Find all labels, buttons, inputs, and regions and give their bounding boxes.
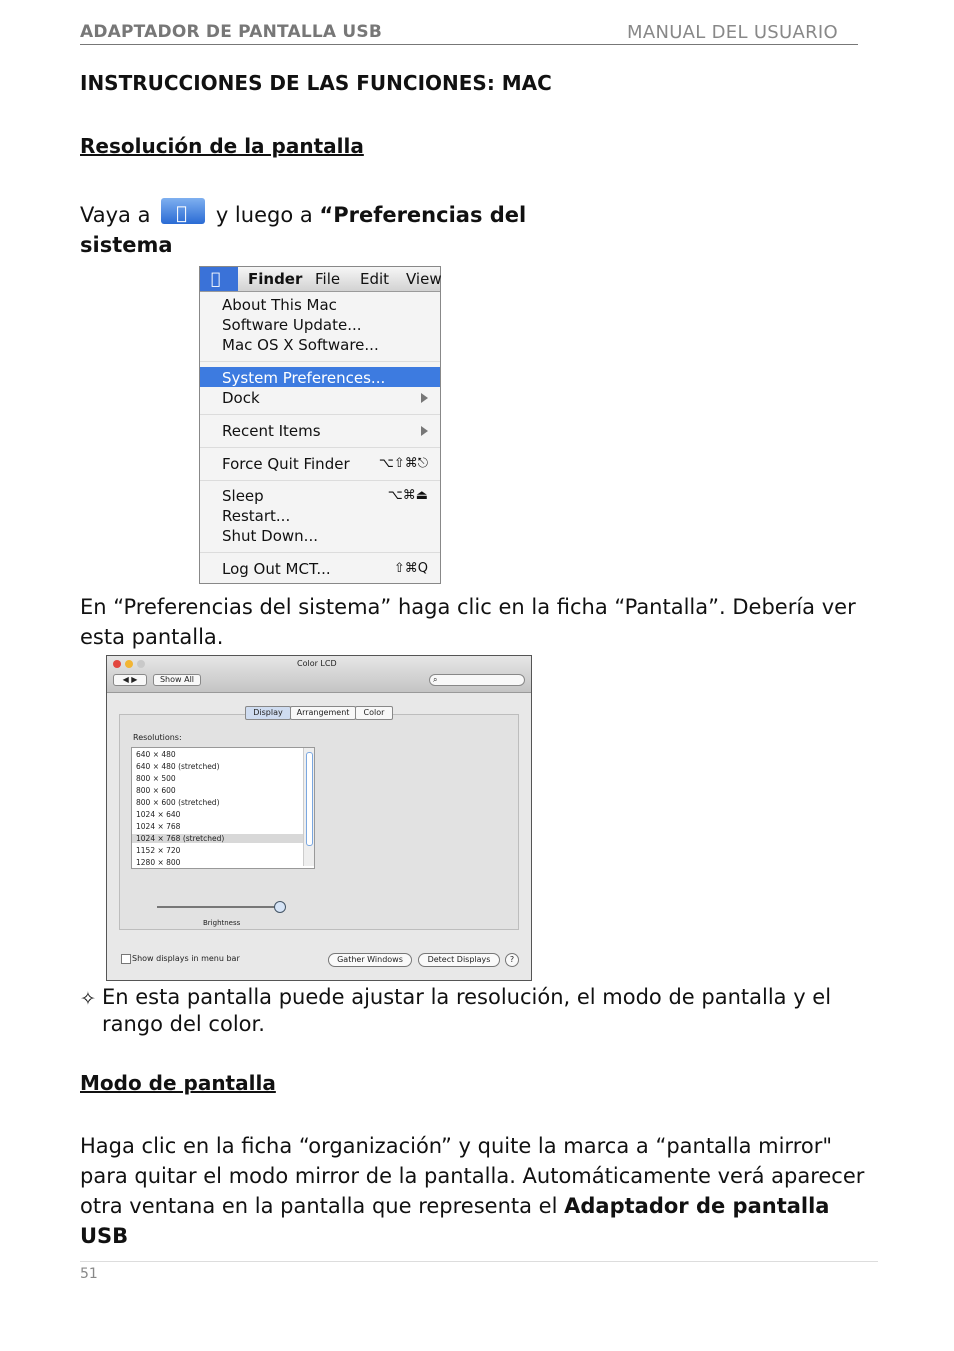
paragraph-go-to bbox=[80, 198, 540, 260]
footer-divider bbox=[80, 1261, 878, 1262]
close-icon[interactable] bbox=[113, 660, 121, 668]
menu-separator bbox=[200, 414, 440, 415]
menu-finder[interactable]: Finder bbox=[248, 270, 303, 288]
header-divider bbox=[80, 44, 858, 45]
menu-item-about[interactable]: About This Mac bbox=[222, 296, 337, 314]
window-title: Color LCD bbox=[297, 659, 337, 668]
menu-item-system-preferences[interactable]: System Preferences... bbox=[222, 369, 386, 387]
paragraph-display-mode bbox=[80, 1131, 875, 1251]
resolution-item-selected[interactable]: 1024 × 768 (stretched) bbox=[132, 834, 304, 843]
resolution-item[interactable]: 1024 × 768 bbox=[136, 822, 181, 831]
menu-item-software-update[interactable]: Software Update... bbox=[222, 316, 362, 334]
resolution-item[interactable]: 1280 × 800 bbox=[136, 858, 181, 867]
gather-windows-button[interactable]: Gather Windows bbox=[328, 953, 412, 967]
detect-displays-button[interactable]: Detect Displays bbox=[418, 953, 500, 967]
resolution-item[interactable]: 640 × 480 (stretched) bbox=[136, 762, 220, 771]
show-displays-label: Show displays in menu bar bbox=[132, 954, 240, 963]
tab-color[interactable]: Color bbox=[355, 706, 393, 720]
para1-pre: Vaya a bbox=[80, 203, 151, 227]
help-button[interactable]: ? bbox=[505, 953, 519, 967]
menu-separator bbox=[200, 361, 440, 362]
header-title: ADAPTADOR DE PANTALLA USB bbox=[80, 22, 382, 42]
resolution-item[interactable]: 1024 × 640 bbox=[136, 810, 181, 819]
show-displays-checkbox[interactable] bbox=[121, 954, 131, 964]
para3-text: Haga clic en la ficha “organización” y quite la marca a “pantalla mirror" para quitar el modo mirror de la pantalla. Automáticamente verá aparecer otra ventana en la pantalla que representa el bbox=[80, 1134, 865, 1218]
menu-item-sleep[interactable]: Sleep bbox=[222, 487, 264, 505]
log-out-shortcut: ⇧⌘Q bbox=[393, 561, 428, 576]
para3-bold: Adaptador de pantalla USB bbox=[80, 1194, 830, 1248]
menu-item-osx-software[interactable]: Mac OS X Software... bbox=[222, 336, 379, 354]
page-number: 51 bbox=[80, 1266, 98, 1282]
menu-separator bbox=[200, 447, 440, 448]
zoom-icon[interactable] bbox=[137, 660, 145, 668]
menu-item-force-quit[interactable]: Force Quit Finder bbox=[222, 455, 350, 473]
apple-logo-icon[interactable] bbox=[211, 269, 221, 288]
show-all-button[interactable]: Show All bbox=[153, 674, 201, 686]
sleep-shortcut: ⌥⌘⏏ bbox=[387, 488, 428, 503]
search-icon: ⌕ bbox=[433, 675, 438, 684]
force-quit-shortcut: ⌥⇧⌘⎋ bbox=[378, 456, 428, 471]
menu-item-restart[interactable]: Restart... bbox=[222, 507, 291, 525]
menu-item-recent-items[interactable]: Recent Items bbox=[222, 422, 321, 440]
submenu-arrow-icon bbox=[421, 426, 428, 436]
menu-view[interactable]: View bbox=[406, 270, 442, 288]
resolution-item[interactable]: 640 × 480 bbox=[136, 750, 176, 759]
menu-edit[interactable]: Edit bbox=[360, 270, 390, 288]
search-input[interactable] bbox=[429, 674, 525, 686]
para1-bold: “Preferencias del sistema bbox=[80, 203, 527, 257]
submenu-arrow-icon bbox=[421, 393, 428, 403]
header-manual: MANUAL DEL USUARIO bbox=[627, 22, 839, 43]
apple-menu-screenshot bbox=[199, 266, 441, 584]
minimize-icon[interactable] bbox=[125, 660, 133, 668]
bullet-glyph: ✧ bbox=[80, 988, 96, 1010]
para1-mid: y luego a bbox=[215, 203, 313, 227]
scrollbar-thumb[interactable] bbox=[306, 752, 313, 846]
brightness-label: Brightness bbox=[203, 919, 241, 927]
menu-file[interactable]: File bbox=[315, 270, 341, 288]
menu-separator bbox=[200, 480, 440, 481]
tab-display[interactable]: Display bbox=[245, 706, 291, 720]
display-preferences-screenshot bbox=[106, 655, 532, 981]
back-forward-buttons[interactable]: ◀ ▶ bbox=[113, 674, 147, 686]
paragraph-preferences: En “Preferencias del sistema” haga clic en la ficha “Pantalla”. Debería ver esta pantalla. bbox=[80, 595, 856, 649]
brightness-slider-knob[interactable] bbox=[274, 901, 286, 913]
menu-item-log-out[interactable]: Log Out MCT... bbox=[222, 560, 331, 578]
resolution-item[interactable]: 800 × 600 (stretched) bbox=[136, 798, 220, 807]
menu-item-shut-down[interactable]: Shut Down... bbox=[222, 527, 318, 545]
menu-bar bbox=[200, 267, 440, 292]
window-titlebar bbox=[107, 656, 531, 693]
resolutions-list[interactable] bbox=[131, 747, 315, 869]
brightness-slider-track[interactable] bbox=[157, 906, 281, 908]
resolution-item[interactable]: 800 × 500 bbox=[136, 774, 176, 783]
resolution-item[interactable]: 800 × 600 bbox=[136, 786, 176, 795]
resolutions-scrollbar[interactable] bbox=[303, 748, 314, 866]
tab-arrangement[interactable]: Arrangement bbox=[290, 706, 356, 720]
apple-icon bbox=[161, 198, 205, 224]
subheading-display-mode: Modo de pantalla bbox=[80, 1071, 276, 1095]
resolution-item[interactable]: 1152 × 720 bbox=[136, 846, 181, 855]
menu-item-dock[interactable]: Dock bbox=[222, 389, 260, 407]
subheading-resolution: Resolución de la pantalla bbox=[80, 134, 364, 158]
resolutions-label: Resolutions: bbox=[133, 733, 182, 742]
section-title: INSTRUCCIONES DE LAS FUNCIONES: MAC bbox=[80, 71, 552, 95]
menu-separator bbox=[200, 552, 440, 553]
bullet-text: En esta pantalla puede ajustar la resolución, el modo de pantalla y el rango del color. bbox=[102, 985, 832, 1036]
